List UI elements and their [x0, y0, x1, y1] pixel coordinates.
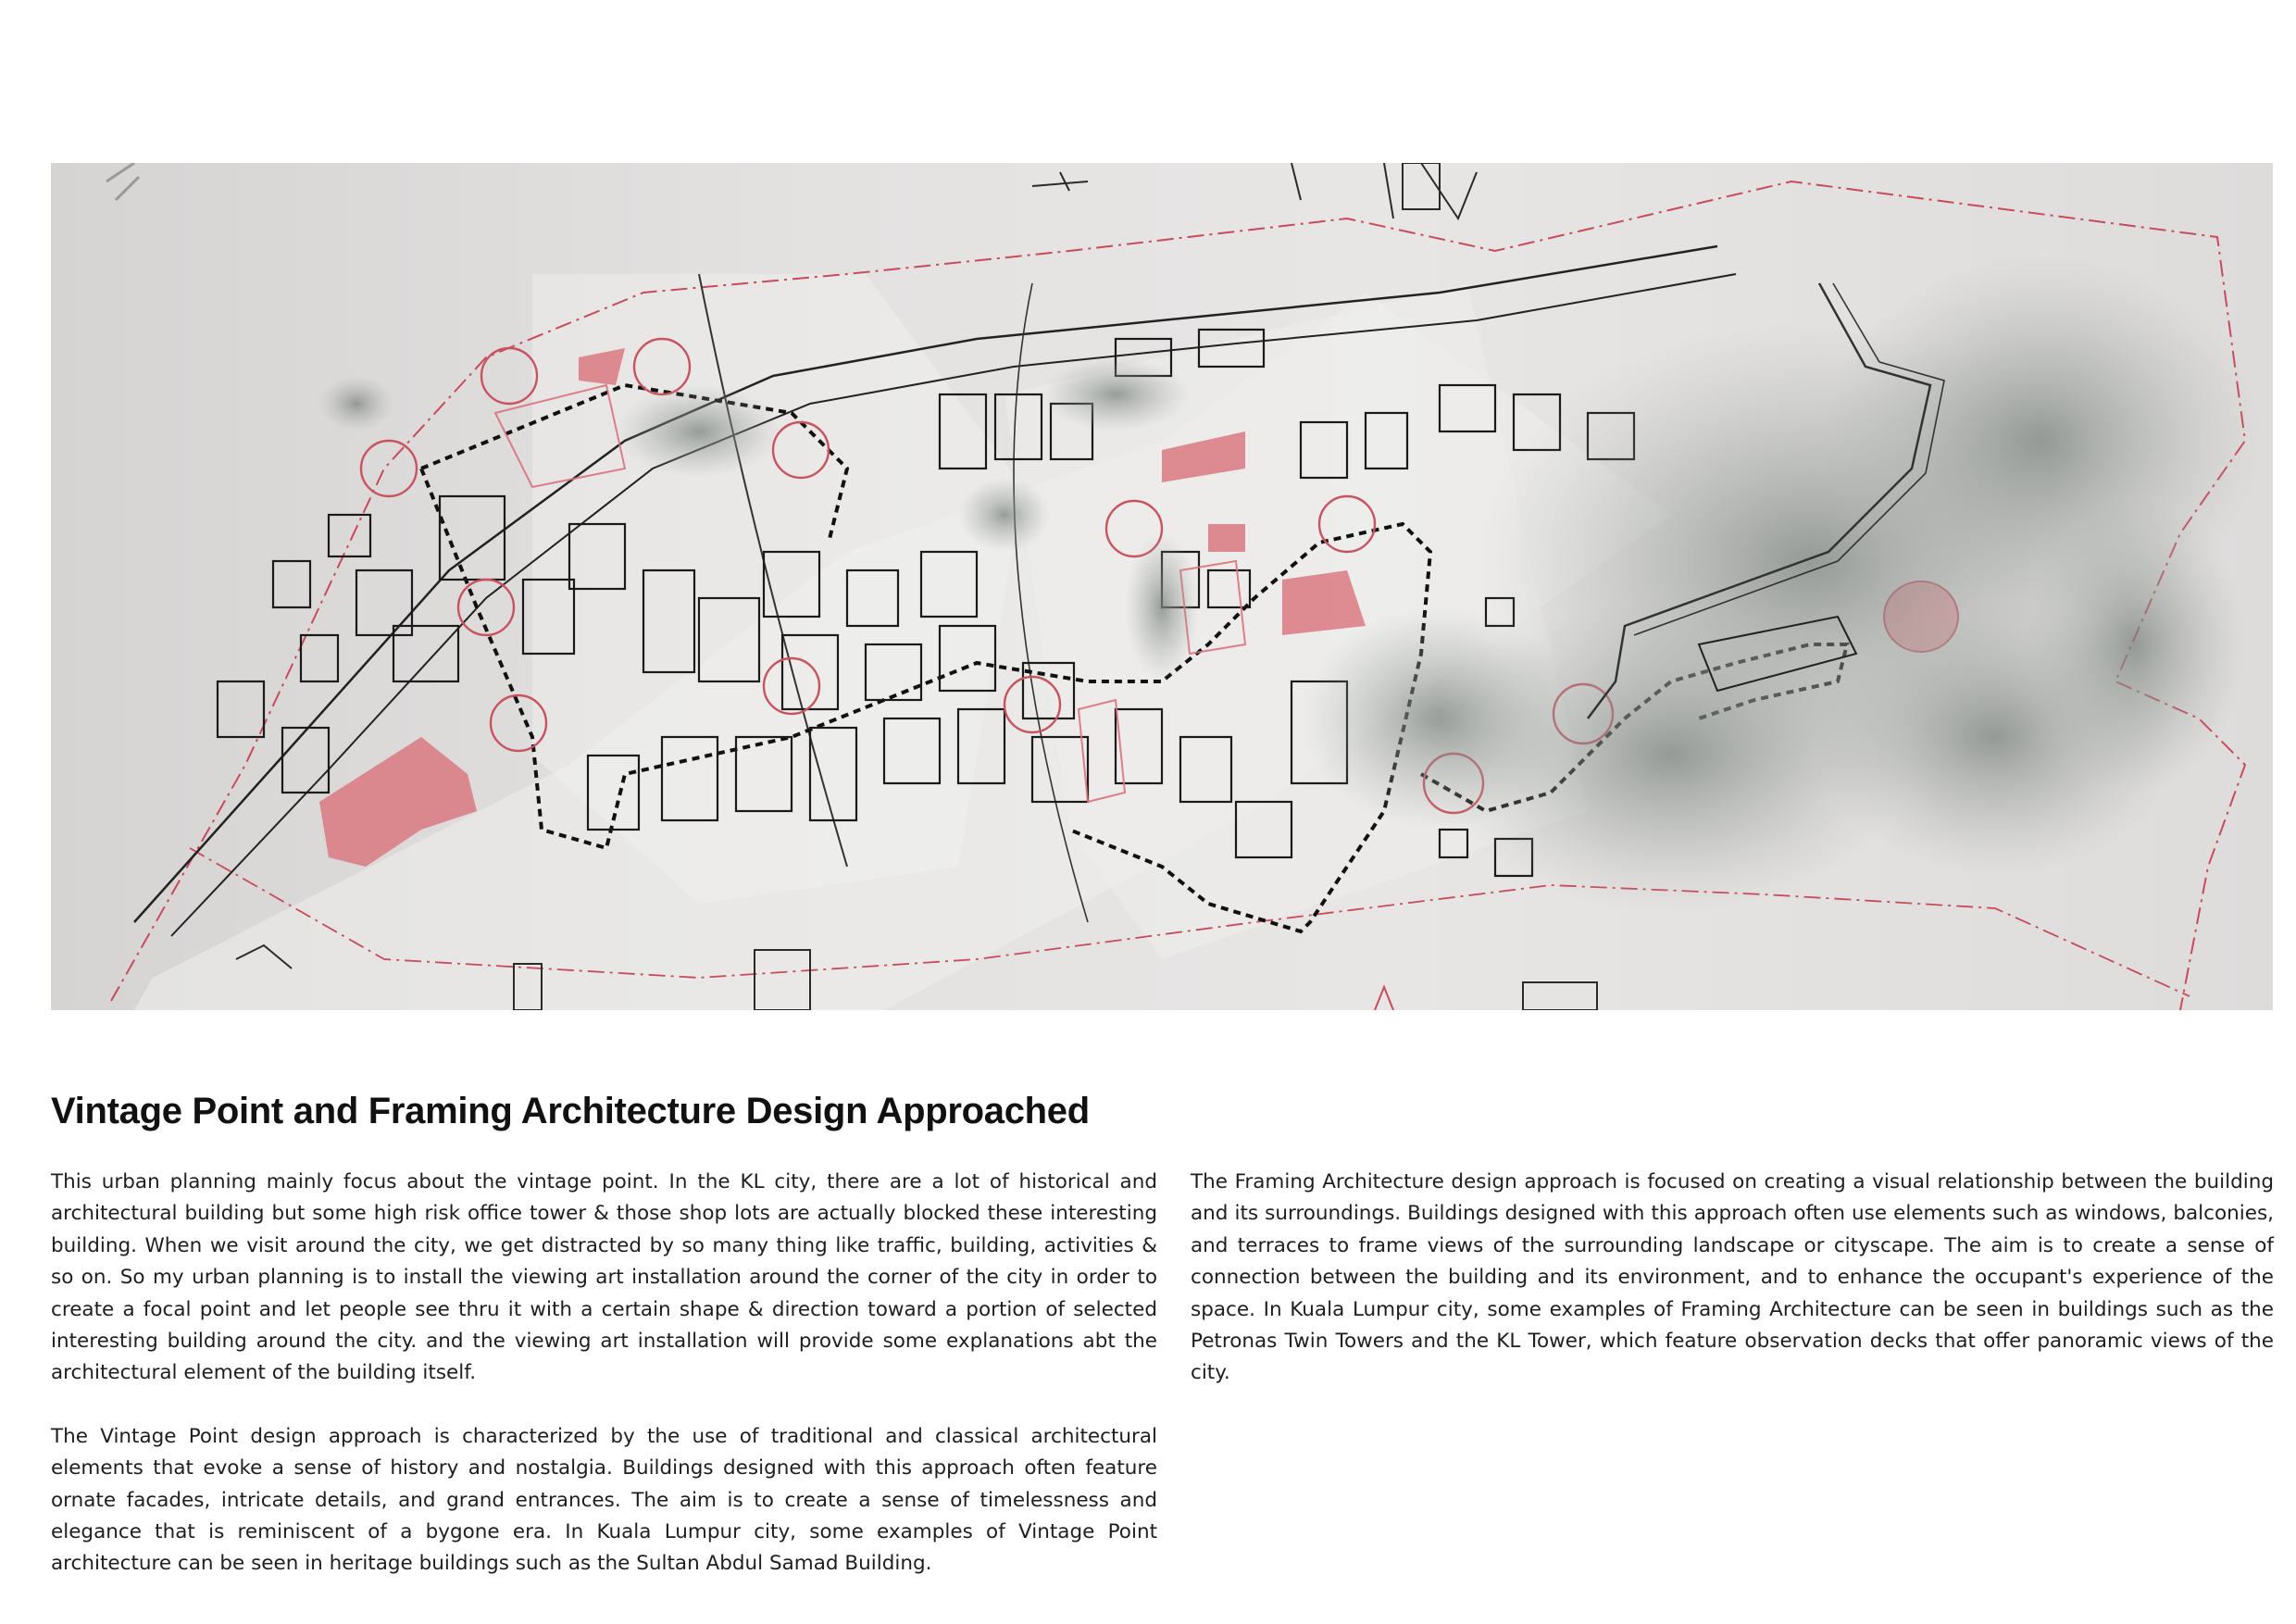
page-title: Vintage Point and Framing Architecture Design Approached	[51, 1091, 1090, 1131]
left-text-column	[51, 1167, 1157, 1612]
right-text-column	[1191, 1167, 2274, 1421]
framing-architecture-paragraph: The Framing Architecture design approach is focused on creating a visual relationship between the building and its surroundings. Buildings designed with this approach often use elements such as windows, balconies, and terraces to frame views of the surrounding landscape or cityscape. The aim is to create a sense of connection between the building and its environment, and to enhance the occupant's experience of the space. In Kuala Lumpur city, some examples of Framing Architecture can be seen in buildings such as the Petronas Twin Towers and the KL Tower, which feature observation decks that offer panoramic views of the city.	[1191, 1170, 2274, 1385]
vintage-point-intro-paragraph: This urban planning mainly focus about the vintage point. In the KL city, there are a lot of historical and architectural building but some high risk office tower & those shop lots are actually blocked these interesting building. When we visit around the city, we get distracted by so many thing like traffic, building, activities & so on. So my urban planning is to install the viewing art installation around the corner of the city in order to create a focal point and let people see thru it with a certain shape & direction toward a portion of selected interesting building around the city. and the viewing art installation will provide some explanations abt the architectural element of the building itself.	[51, 1170, 1157, 1385]
vintage-point-approach-paragraph: The Vintage Point design approach is characterized by the use of traditional and classical architectural elements that evoke a sense of history and nostalgia. Buildings designed with this approach often feature ornate facades, intricate details, and grand entrances. The aim is to create a sense of timelessness and elegance that is reminiscent of a bygone era. In Kuala Lumpur city, some examples of Vintage Point architecture can be seen in heritage buildings such as the Sultan Abdul Samad Building.	[51, 1424, 1157, 1576]
urban-plan-sketch-image	[51, 163, 2273, 1010]
